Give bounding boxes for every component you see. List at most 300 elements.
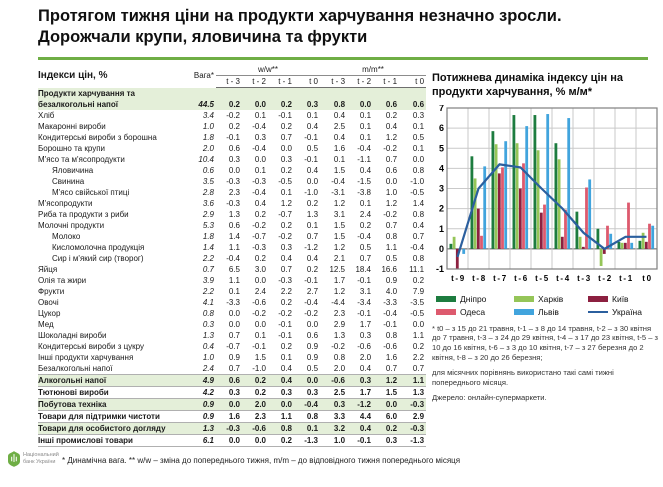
row-value: -0.3 xyxy=(278,275,292,285)
row-value: 0.6 xyxy=(385,165,398,175)
bar-Харків xyxy=(621,242,624,248)
table-row xyxy=(38,308,426,319)
table-row xyxy=(38,231,426,242)
table-row xyxy=(38,434,426,446)
legend-item xyxy=(514,307,588,317)
x-tick-label: t - 8 xyxy=(472,273,485,283)
row-label: Свинина xyxy=(52,176,85,186)
y-tick-label: 1 xyxy=(438,223,444,234)
row-weight: 5.3 xyxy=(202,220,214,230)
row-value: 0.3 xyxy=(347,374,373,386)
row-value: -0.7 xyxy=(252,231,266,241)
row-value: 0.0 xyxy=(254,275,266,285)
row-value: -0.2 xyxy=(226,110,240,120)
bar-Львів xyxy=(525,126,528,249)
bar-Львів xyxy=(651,225,654,248)
row-value: -0.2 xyxy=(383,209,398,219)
row-value: -0.3 xyxy=(252,176,266,186)
row-value: 0.3 xyxy=(412,110,425,120)
row-value: 1.1 xyxy=(399,374,426,386)
row-label: Яйця xyxy=(38,264,58,274)
row-value: 0.7 xyxy=(359,253,372,263)
table-row xyxy=(38,422,426,434)
row-value: -0.1 xyxy=(383,319,398,329)
table-row xyxy=(38,374,426,386)
row-value: 0.6 xyxy=(228,143,240,153)
bar-Одеса xyxy=(648,223,651,248)
row-value: 2.0 xyxy=(242,398,268,410)
row-value: -3.5 xyxy=(410,297,425,307)
row-value: 2.3 xyxy=(333,308,346,318)
row-value: -0.6 xyxy=(320,374,347,386)
row-value: -1.0 xyxy=(410,176,425,186)
bar-Харків xyxy=(516,143,519,249)
bar-Одеса xyxy=(501,167,504,249)
row-value: 0.0 xyxy=(242,434,268,446)
row-value: 2.9 xyxy=(399,410,426,422)
row-value: 0.3 xyxy=(216,386,242,398)
row-value: 0.2 xyxy=(254,209,266,219)
bar-Дніпро xyxy=(639,240,642,248)
row-value: 1.2 xyxy=(333,286,346,296)
bar-Одеса xyxy=(543,204,546,248)
row-value: 1.2 xyxy=(333,198,346,208)
row-value: 1.7 xyxy=(347,386,373,398)
row-value: -0.4 xyxy=(226,253,240,263)
row-label: Овочі xyxy=(38,297,59,307)
row-value: 1.3 xyxy=(306,209,319,219)
row-weight: 0.9 xyxy=(186,410,216,422)
row-weight: 1.3 xyxy=(186,422,216,434)
table-row xyxy=(38,198,426,209)
bar-Одеса xyxy=(564,209,567,248)
row-value: 0.8 xyxy=(412,253,425,263)
row-value: 0.0 xyxy=(294,374,320,386)
row-value: 1.2 xyxy=(385,198,398,208)
row-weight: 1.8 xyxy=(202,231,214,241)
row-value: 0.2 xyxy=(280,341,292,351)
row-value: 0.4 xyxy=(280,363,292,373)
row-value: 0.0 xyxy=(254,99,266,109)
chart-panel xyxy=(432,72,660,408)
row-label: Олія та жири xyxy=(38,275,87,285)
table-row xyxy=(38,110,426,121)
nbu-logo-icon xyxy=(8,451,20,467)
row-value: 3.1 xyxy=(359,286,372,296)
row-value: -0.1 xyxy=(347,434,373,446)
chart-note-periods: * t0 – з 15 до 21 травня, t-1 – з 8 до 14 травня, t-2 – з 30 квітня до 7 травня, t-3 – з 24 до 29 квітня, t-4 – з 17 до 23 квітня, t-5 – з 10 до 16 квітня, t-6 – з 3 до 10 квітня, t-7 – з 27 березня до 2 квітня, t-8 – з 20 до 26 березня; xyxy=(432,323,659,363)
legend-swatch xyxy=(588,311,608,313)
legend-item xyxy=(436,307,514,317)
bar-Львів xyxy=(462,248,465,253)
bar-Київ xyxy=(519,188,522,248)
row-value: 0.5 xyxy=(359,242,372,252)
bar-Харків xyxy=(579,236,582,248)
row-value: 16.6 xyxy=(381,264,398,274)
row-value: 0.1 xyxy=(306,220,319,230)
row-value: -0.4 xyxy=(383,308,398,318)
row-value: 3.0 xyxy=(254,264,266,274)
row-value: -1.2 xyxy=(347,398,373,410)
row-value: -0.2 xyxy=(252,308,266,318)
row-value: 0.8 xyxy=(333,352,346,362)
row-weight: 4.2 xyxy=(186,386,216,398)
y-tick-label: 6 xyxy=(438,122,444,133)
row-label: Побутова техніка xyxy=(38,398,186,410)
row-label: Риба та продукти з риби xyxy=(38,209,129,219)
row-weight: 1.0 xyxy=(202,352,214,362)
table-row xyxy=(38,253,426,264)
ww-t3-header: t - 3 xyxy=(216,76,242,88)
table-row xyxy=(38,363,426,375)
row-weight: 1.3 xyxy=(202,330,214,340)
row-value: -3.1 xyxy=(331,187,346,197)
row-weight: 44.5 xyxy=(198,99,214,109)
row-value: 0.2 xyxy=(280,165,292,175)
table-row xyxy=(38,319,426,330)
row-value: 0.0 xyxy=(412,319,425,329)
bar-Київ xyxy=(561,236,564,248)
row-label: Тютюнові вироби xyxy=(38,386,186,398)
row-value: 1.1 xyxy=(385,242,398,252)
row-value: -0.1 xyxy=(278,110,292,120)
row-value: 12.5 xyxy=(329,264,346,274)
row-value: -1.3 xyxy=(294,434,320,446)
row-value: 0.3 xyxy=(254,132,266,142)
mm-t0-header: t 0 xyxy=(399,76,426,88)
x-tick-label: t - 5 xyxy=(535,273,548,283)
row-value: -0.4 xyxy=(252,187,266,197)
ww-group-header: w/w** xyxy=(216,64,320,76)
row-label: Безалкогольні напої xyxy=(38,363,113,373)
row-value: 0.6 xyxy=(306,330,319,340)
row-label: Сир і м'який сир (творог) xyxy=(52,253,144,263)
row-value: 0.8 xyxy=(385,330,398,340)
row-value: 1.0 xyxy=(385,187,398,197)
legend-label: Київ xyxy=(612,293,629,304)
row-value: 0.7 xyxy=(280,264,292,274)
row-label: Хліб xyxy=(38,110,55,120)
row-value: 2.2 xyxy=(280,286,292,296)
y-tick-label: 0 xyxy=(438,243,444,254)
chart-notes xyxy=(432,324,660,403)
bar-Харків xyxy=(474,178,477,248)
row-weight: 2.4 xyxy=(202,363,214,373)
row-value: -0.1 xyxy=(304,154,319,164)
row-value: 0.7 xyxy=(306,231,319,241)
nbu-logo xyxy=(8,451,59,467)
row-weight: 1.4 xyxy=(202,242,214,252)
row-value: 2.1 xyxy=(333,253,346,263)
row-value: -0.7 xyxy=(278,209,292,219)
row-value: -0.3 xyxy=(399,422,426,434)
y-tick-label: 7 xyxy=(438,104,444,113)
row-value: 0.5 xyxy=(306,143,319,153)
row-value: 0.2 xyxy=(412,275,425,285)
row-value: -0.4 xyxy=(331,176,346,186)
x-tick-label: t - 7 xyxy=(493,273,506,283)
y-tick-label: 5 xyxy=(438,142,444,153)
row-value: -0.2 xyxy=(304,308,319,318)
row-value: 1.7 xyxy=(333,275,346,285)
row-weight: 6.1 xyxy=(186,434,216,446)
legend-swatch xyxy=(588,296,608,302)
row-value: 0.0 xyxy=(373,398,399,410)
row-value: 0.3 xyxy=(373,434,399,446)
row-value: 0.7 xyxy=(228,363,240,373)
legend-item xyxy=(514,294,588,304)
bar-Харків xyxy=(453,236,456,248)
row-value: 0.2 xyxy=(242,386,268,398)
row-label: Молочні продукти xyxy=(38,220,105,230)
row-weight: 2.8 xyxy=(202,187,214,197)
x-tick-label: t - 6 xyxy=(514,273,527,283)
row-value: -0.4 xyxy=(252,121,266,131)
row-value: 0.1 xyxy=(254,330,266,340)
row-value: -0.4 xyxy=(252,143,266,153)
row-value: 4.0 xyxy=(385,286,398,296)
chart-note-source: Джерело: онлайн-супермаркети. xyxy=(432,392,547,402)
row-value: 0.0 xyxy=(216,434,242,446)
table-row xyxy=(38,154,426,165)
row-value: -1.2 xyxy=(304,242,319,252)
x-tick-label: t - 1 xyxy=(619,273,632,283)
row-label: Товари для особистого догляду xyxy=(38,422,186,434)
row-value: -0.6 xyxy=(252,297,266,307)
mm-group-header: m/m** xyxy=(320,64,426,76)
row-value: 0.0 xyxy=(306,176,319,186)
bar-Дніпро xyxy=(471,156,474,249)
row-value: 0.0 xyxy=(254,319,266,329)
bar-Одеса xyxy=(585,187,588,248)
row-value: 3.1 xyxy=(333,209,346,219)
row-value: 0.0 xyxy=(268,398,294,410)
table-row xyxy=(38,165,426,176)
legend-label: Одеса xyxy=(460,306,486,317)
bar-Київ xyxy=(498,173,501,248)
legend-swatch xyxy=(514,296,534,302)
ww-t1-header: t - 1 xyxy=(268,76,294,88)
row-value: 0.6 xyxy=(228,220,240,230)
row-value: 2.3 xyxy=(242,410,268,422)
row-label: М'ясопродукти xyxy=(38,198,93,208)
row-value: -0.4 xyxy=(357,143,372,153)
table-footnote: * Динамічна вага. ** w/w – зміна до попереднього тижня, m/m – до відповідного тижня попереднього місяця xyxy=(62,456,461,465)
row-value: 0.3 xyxy=(294,386,320,398)
row-value: 1.6 xyxy=(385,352,398,362)
row-label: Борошно та крупи xyxy=(38,143,106,153)
row-value: 0.2 xyxy=(385,110,398,120)
row-value: 0.2 xyxy=(254,253,266,263)
row-weight: 10.4 xyxy=(198,154,214,164)
weight-column-header: Вага* xyxy=(193,71,214,81)
row-weight: 1.0 xyxy=(202,121,214,131)
row-value: 0.2 xyxy=(228,99,240,109)
row-value: 1.3 xyxy=(333,330,346,340)
table-row xyxy=(38,398,426,410)
row-value: 0.9 xyxy=(306,341,319,351)
bar-Київ xyxy=(624,242,627,248)
table-row xyxy=(38,297,426,308)
row-value: 1.5 xyxy=(254,352,266,362)
row-value: 1.6 xyxy=(216,410,242,422)
row-value: 1.2 xyxy=(280,198,292,208)
row-value: 0.4 xyxy=(347,422,373,434)
row-value: 1.4 xyxy=(228,231,240,241)
row-value: 0.9 xyxy=(228,352,240,362)
row-weight: 0.6 xyxy=(202,165,214,175)
row-value: 0.2 xyxy=(280,220,292,230)
row-value: -3.3 xyxy=(383,297,398,307)
legend-item xyxy=(436,294,514,304)
row-value: 1.3 xyxy=(399,386,426,398)
row-label: Кисломолочна продукція xyxy=(52,242,145,252)
row-value: -0.1 xyxy=(278,319,292,329)
bar-Київ xyxy=(645,241,648,248)
row-value: 0.3 xyxy=(280,154,292,164)
row-value: 2.4 xyxy=(359,209,372,219)
bar-Дніпро xyxy=(576,211,579,248)
row-value: -0.5 xyxy=(410,187,425,197)
row-value: 0.7 xyxy=(228,330,240,340)
table-row xyxy=(38,132,426,143)
table-row xyxy=(38,352,426,363)
y-tick-label: 2 xyxy=(438,203,444,214)
bar-Дніпро xyxy=(492,131,495,249)
legend-item xyxy=(588,294,662,304)
row-label: Макаронні вироби xyxy=(38,121,106,131)
table-row xyxy=(38,386,426,398)
row-value: 0.0 xyxy=(359,99,372,109)
row-value: 0.1 xyxy=(359,198,372,208)
table-row xyxy=(38,209,426,220)
row-value: 11.1 xyxy=(409,264,425,274)
row-value: 6.5 xyxy=(228,264,240,274)
row-value: 0.2 xyxy=(228,121,240,131)
row-value: -3.3 xyxy=(226,297,240,307)
bar-Київ xyxy=(540,212,543,248)
row-value: 0.1 xyxy=(280,187,292,197)
row-weight: 0.4 xyxy=(202,341,214,351)
row-weight: 0.3 xyxy=(202,319,214,329)
row-value: 0.4 xyxy=(333,110,346,120)
row-value: 0.4 xyxy=(254,198,266,208)
x-tick-label: t 0 xyxy=(642,273,651,283)
table-row xyxy=(38,264,426,275)
row-value: 0.7 xyxy=(385,220,398,230)
bar-Одеса xyxy=(480,235,483,248)
price-dynamics-chart xyxy=(432,105,660,285)
row-value: 0.7 xyxy=(385,363,398,373)
row-value: 1.2 xyxy=(385,132,398,142)
chart-legend xyxy=(436,294,660,317)
legend-swatch xyxy=(514,309,534,315)
row-weight: 3.5 xyxy=(202,176,214,186)
row-value: 0.1 xyxy=(412,121,425,131)
row-value: 0.0 xyxy=(228,165,240,175)
row-value: 0.1 xyxy=(306,110,319,120)
row-value: 0.8 xyxy=(412,209,425,219)
legend-item xyxy=(588,307,662,317)
legend-label: Львів xyxy=(538,306,559,317)
row-label: Продукти харчування та безалкогольні напої xyxy=(38,88,135,109)
row-value: 0.2 xyxy=(280,297,292,307)
row-value: 2.3 xyxy=(228,187,240,197)
row-label: Фрукти xyxy=(38,286,65,296)
row-value: 0.0 xyxy=(216,398,242,410)
row-value: -0.2 xyxy=(278,308,292,318)
row-weight: 0.7 xyxy=(202,264,214,274)
row-value: 2.9 xyxy=(333,319,346,329)
row-weight: 3.9 xyxy=(202,275,214,285)
row-value: 0.4 xyxy=(359,165,372,175)
row-value: 0.6 xyxy=(412,99,425,109)
table-row xyxy=(38,176,426,187)
row-value: 0.2 xyxy=(359,220,372,230)
row-value: 0.0 xyxy=(385,176,398,186)
row-value: 1.1 xyxy=(412,330,425,340)
row-value: -4.4 xyxy=(331,297,346,307)
row-value: 1.0 xyxy=(320,434,347,446)
row-value: 0.2 xyxy=(280,121,292,131)
row-label: Молоко xyxy=(52,231,81,241)
row-value: 0.8 xyxy=(268,422,294,434)
row-value: 0.5 xyxy=(412,132,425,142)
row-value: 2.4 xyxy=(254,286,266,296)
table-row xyxy=(38,341,426,352)
x-tick-label: t - 3 xyxy=(577,273,590,283)
row-weight: 2.2 xyxy=(202,253,214,263)
legend-label: Харків xyxy=(538,293,564,304)
x-tick-label: t - 2 xyxy=(598,273,611,283)
row-value: 6.0 xyxy=(373,410,399,422)
bar-Київ xyxy=(477,208,480,248)
table-corner-label: Індекси цін, % xyxy=(38,70,108,82)
row-label: Товари для підтримки чистоти xyxy=(38,410,186,422)
row-value: 0.5 xyxy=(306,363,319,373)
bar-Харків xyxy=(642,232,645,248)
y-tick-label: 3 xyxy=(438,183,444,193)
row-weight: 0.8 xyxy=(202,308,214,318)
row-value: 0.1 xyxy=(280,352,292,362)
row-value: -0.3 xyxy=(252,242,266,252)
bar-Харків xyxy=(495,144,498,249)
row-value: 0.3 xyxy=(268,386,294,398)
row-value: 1.5 xyxy=(333,231,346,241)
row-value: 0.1 xyxy=(333,154,346,164)
legend-label: Дніпро xyxy=(460,293,487,304)
legend-label: Україна xyxy=(612,306,642,317)
row-value: -0.6 xyxy=(242,422,268,434)
row-value: 1.1 xyxy=(228,275,240,285)
row-label: Мед xyxy=(38,319,54,329)
row-value: 0.0 xyxy=(280,143,292,153)
row-value: 0.2 xyxy=(280,99,292,109)
bar-Одеса xyxy=(522,163,525,249)
row-weight: 1.8 xyxy=(202,132,214,142)
row-value: 2.0 xyxy=(359,352,372,362)
row-value: 0.9 xyxy=(306,352,319,362)
row-weight: 2.0 xyxy=(202,143,214,153)
row-value: 1.2 xyxy=(333,242,346,252)
row-value: 1.5 xyxy=(373,386,399,398)
row-value: 0.2 xyxy=(306,198,319,208)
table-row xyxy=(38,275,426,286)
row-value: 2.5 xyxy=(320,386,347,398)
row-value: 4.4 xyxy=(347,410,373,422)
row-weight: 4.9 xyxy=(186,374,216,386)
row-label: Цукор xyxy=(38,308,61,318)
